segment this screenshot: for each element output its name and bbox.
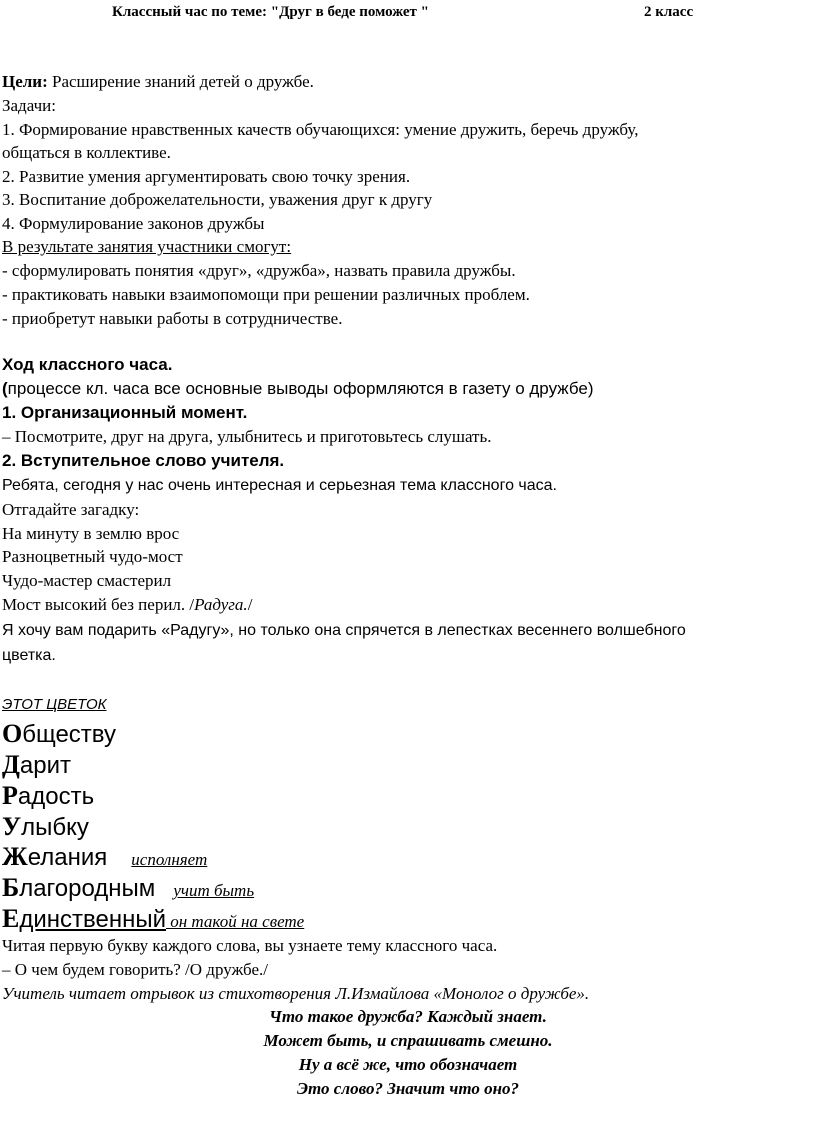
acrostic-word: бществу <box>22 721 117 748</box>
gift-line: цветка. <box>2 647 56 664</box>
gift-line: Я хочу вам подарить «Радугу», но только она спрячется в лепестках весеннего волшебного <box>2 622 686 639</box>
poem-line: Ну а всё же, что обозначает <box>298 1055 518 1074</box>
goals-label: Цели: <box>2 72 48 91</box>
riddle-line: Разноцветный чудо-мост <box>2 547 183 566</box>
acrostic-word: елания <box>27 844 108 871</box>
step1-heading: 1. Организационный момент. <box>2 403 248 422</box>
riddle-answer: Радуга. <box>194 595 248 614</box>
acrostic-initial: Е <box>2 904 20 933</box>
task-item: 4. Формулирование законов дружбы <box>2 214 265 233</box>
step2-text: Ребята, сегодня у нас очень интересная и серьезная тема классного часа. <box>2 477 557 494</box>
acrostic-line <box>2 874 254 905</box>
riddle-line: На минуту в землю врос <box>2 524 180 543</box>
closing-line: – О чем будем говорить? /О дружбе./ <box>2 960 268 979</box>
riddle-intro: Отгадайте загадку: <box>2 500 140 519</box>
riddle-last-prefix: Мост высокий без перил. / <box>2 595 195 614</box>
acrostic-word: адость <box>17 783 95 810</box>
acrostic-note: учит быть <box>173 881 255 900</box>
acrostic-line <box>2 843 207 874</box>
riddle-last-line <box>2 594 252 616</box>
acrostic-line <box>2 751 71 780</box>
teacher-reads-line: Учитель читает отрывок из стихотворения Л.Измайлова «Монолог о дружбе». <box>2 984 590 1003</box>
result-item: - практиковать навыки взаимопомощи при решении различных проблем. <box>2 285 530 304</box>
poem-line: Что такое дружба? Каждый знает. <box>269 1007 547 1026</box>
closing-line: Читая первую букву каждого слова, вы узнаете тему классного часа. <box>2 936 498 955</box>
course-note-text: процессе кл. часа все основные выводы оформляются в газету о дружбе) <box>7 379 594 398</box>
acrostic-initial: Д <box>2 750 20 779</box>
acrostic-line <box>2 813 89 842</box>
grade-label: 2 класс <box>644 4 694 20</box>
results-label: В результате занятия участники смогут: <box>2 237 292 256</box>
document-title: Классный час по теме: "Друг в беде поможет " <box>112 4 430 20</box>
goals-text: Расширение знаний детей о дружбе. <box>47 72 314 91</box>
task-item: 1. Формирование нравственных качеств обучающихся: умение дружить, беречь дружбу, <box>2 120 639 139</box>
result-item: - приобретут навыки работы в сотрудничестве. <box>2 309 343 328</box>
acrostic-initial: Р <box>2 781 18 810</box>
acrostic-word: динственный <box>19 906 166 933</box>
acrostic-word: арит <box>19 752 71 779</box>
course-note-paren: ( <box>2 379 8 398</box>
acrostic-line <box>2 782 94 811</box>
task-item: 2. Развитие умения аргументировать свою точку зрения. <box>2 167 411 186</box>
acrostic-initial: Ж <box>2 842 28 871</box>
acrostic-line <box>2 905 304 936</box>
course-heading: Ход классного часа. <box>2 355 173 374</box>
acrostic-initial: У <box>2 812 22 841</box>
poem-line: Может быть, и спрашивать смешно. <box>263 1031 553 1050</box>
task-item: 3. Воспитание доброжелательности, уважения друг к другу <box>2 190 433 209</box>
acrostic-word: лыбку <box>21 814 89 841</box>
step1-text: – Посмотрите, друг на друга, улыбнитесь и приготовьтесь слушать. <box>2 427 492 446</box>
acrostic-note: исполняет <box>131 850 208 869</box>
poem-line: Это слово? Значит что оно? <box>296 1079 520 1098</box>
acrostic-initial: О <box>2 719 23 748</box>
step2-heading: 2. Вступительное слово учителя. <box>2 451 285 470</box>
flower-label: ЭТОТ ЦВЕТОК <box>2 696 107 713</box>
riddle-last-suffix: / <box>247 595 253 614</box>
acrostic-line <box>2 720 116 749</box>
result-item: - сформулировать понятия «друг», «дружба», назвать правила дружбы. <box>2 261 516 280</box>
acrostic-word: лагородным <box>19 875 156 902</box>
acrostic-initial: Б <box>2 873 20 902</box>
task-item: общаться в коллективе. <box>2 143 171 162</box>
acrostic-note: он такой на свете <box>166 912 305 931</box>
tasks-label: Задачи: <box>2 96 56 115</box>
goals-line <box>2 71 314 93</box>
riddle-line: Чудо-мастер смастерил <box>2 571 172 590</box>
course-note <box>2 378 594 400</box>
